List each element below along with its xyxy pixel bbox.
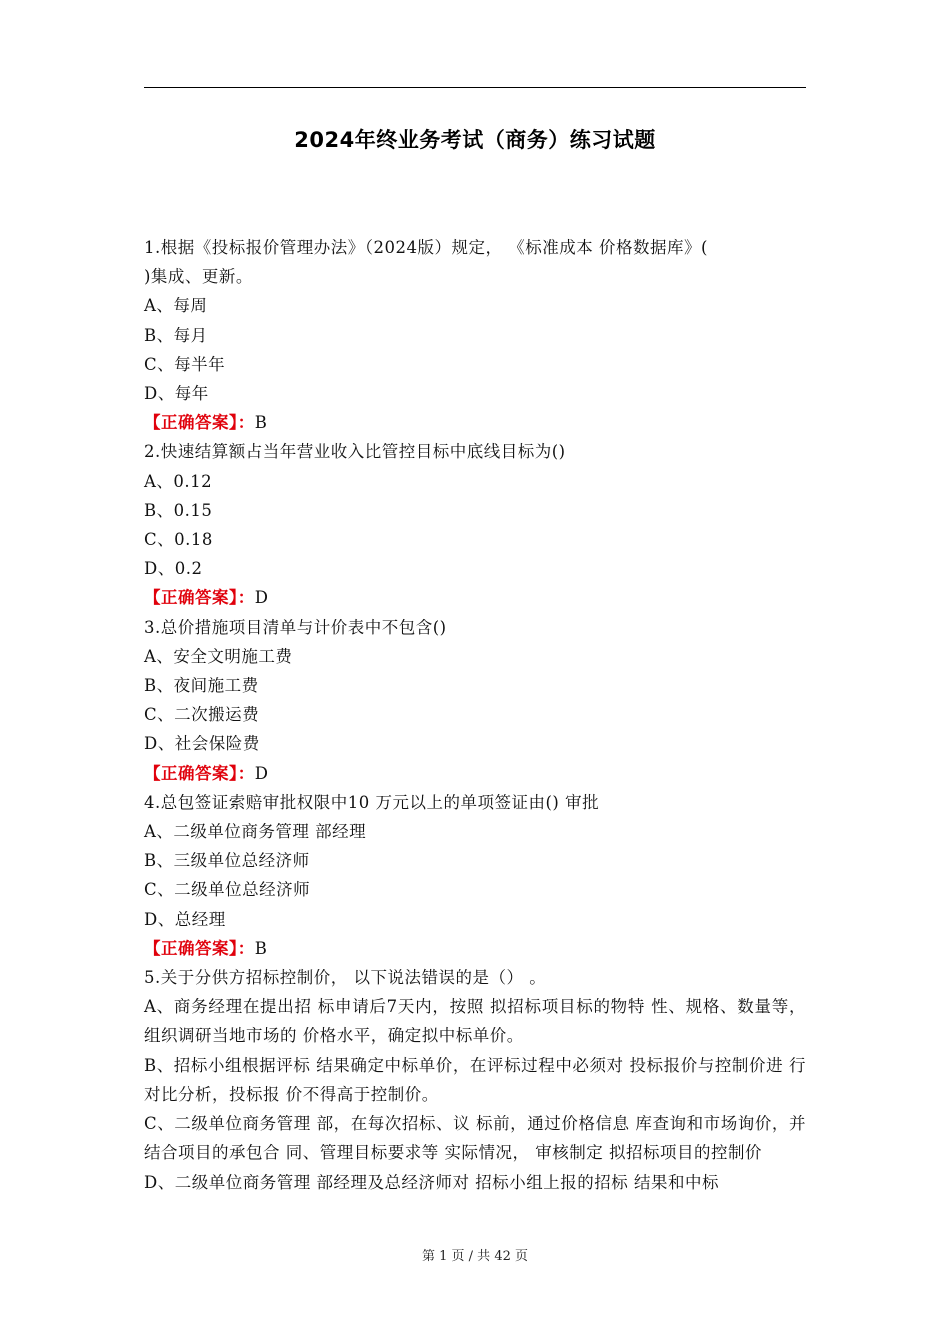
option-c: C、二级单位商务管理 部，在每次招标、议 标前，通过价格信息 库查询和市场询价，并结合项目的承包合 同、管理目标要求等 实际情况， 审核制定 拟招标项目的控制价 (144, 1114, 806, 1163)
page-footer: 第 1 页 / 共 42 页 (422, 1249, 528, 1264)
option-a: A、二级单位商务管理 部经理 (144, 822, 367, 842)
option-b: B、三级单位总经济师 (144, 851, 310, 871)
question-2 (144, 437, 806, 612)
option-d: D、总经理 (144, 909, 226, 929)
question-stem: 1.根据《投标报价管理办法》（2024版）规定， 《标准成本 价格数据库》( (144, 238, 708, 257)
question-list (144, 233, 806, 1197)
answer-value: B (254, 413, 268, 433)
answer-label: 【正确答案】： (144, 588, 255, 608)
option-d: D、每年 (144, 384, 209, 404)
option-a: A、商务经理在提出招 标申请后7天内，按照 拟招标项目标的物特 性、规格、数量等，组织调研当地市场的 价格水平，确定拟中标单价。 (144, 997, 806, 1046)
option-d: D、社会保险费 (144, 734, 260, 754)
answer-row (144, 759, 806, 788)
option-c: C、二级单位总经济师 (144, 880, 311, 900)
option-b: B、夜间施工费 (144, 676, 259, 696)
answer-value: D (254, 588, 269, 608)
document-title: 2024年终业务考试（商务）练习试题 (294, 128, 656, 152)
answer-label: 【正确答案】： (144, 413, 255, 433)
option-d: D、二级单位商务管理 部经理及总经济师对 招标小组上报的招标 结果和中标 (144, 1172, 719, 1192)
option-c: C、0.18 (144, 530, 213, 550)
question-stem: 3.总价措施项目清单与计价表中不包含() (144, 617, 447, 637)
question-stem: )集成、更新。 (144, 267, 253, 287)
answer-value: B (254, 938, 268, 958)
option-d: D、0.2 (144, 559, 203, 579)
answer-value: D (254, 763, 269, 783)
answer-row (144, 583, 806, 612)
header-rule (144, 87, 806, 88)
answer-label: 【正确答案】： (144, 938, 255, 958)
option-a: A、每周 (144, 296, 208, 316)
question-5 (144, 963, 806, 1197)
option-b: B、招标小组根据评标 结果确定中标单价，在评标过程中必须对 投标报价与控制价进 行对比分析，投标报 价不得高于控制价。 (144, 1055, 806, 1104)
question-4 (144, 788, 806, 963)
question-stem: 5.关于分供方招标控制价， 以下说法错误的是（） 。 (144, 968, 547, 988)
option-c: C、每半年 (144, 354, 226, 374)
option-c: C、二次搬运费 (144, 705, 260, 725)
option-a: A、安全文明施工费 (144, 646, 293, 666)
answer-row (144, 408, 806, 437)
option-b: B、0.15 (144, 500, 213, 520)
answer-label: 【正确答案】： (144, 763, 255, 783)
option-a: A、0.12 (144, 471, 213, 491)
answer-row (144, 934, 806, 963)
option-b: B、每月 (144, 325, 208, 345)
question-stem: 2.快速结算额占当年营业收入比管控目标中底线目标为() (144, 442, 566, 462)
question-1 (144, 233, 806, 437)
question-3 (144, 613, 806, 788)
question-stem: 4.总包签证索赔审批权限中10 万元以上的单项签证由() 审批 (144, 792, 600, 812)
